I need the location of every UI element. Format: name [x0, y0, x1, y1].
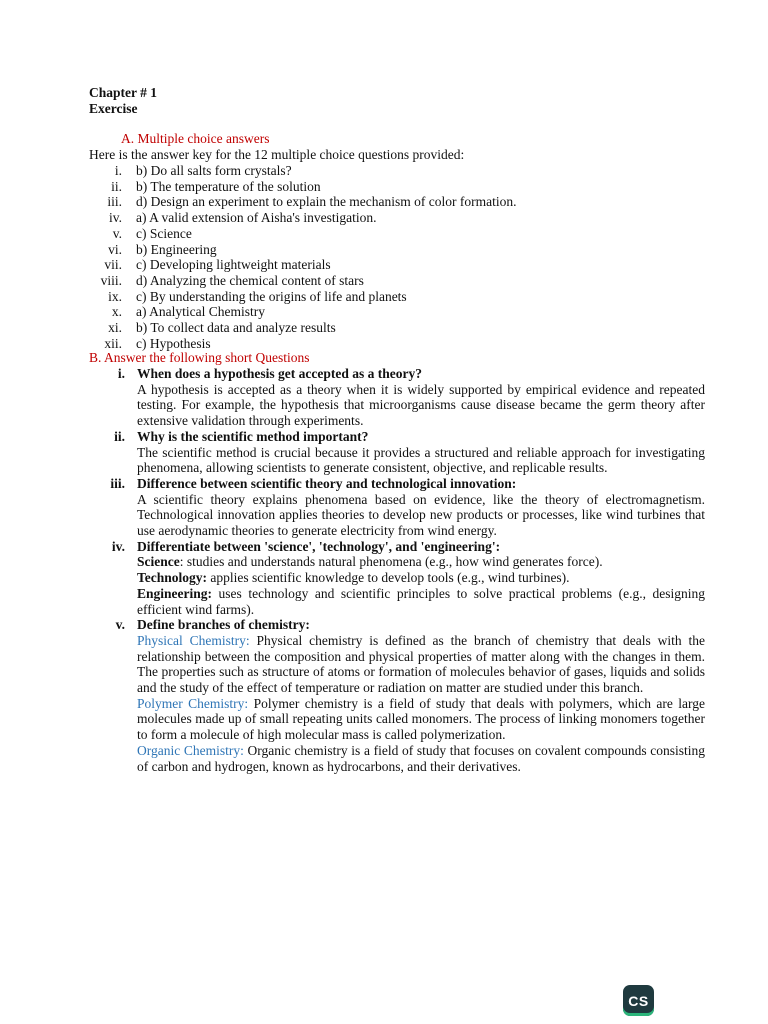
item-text: a) A valid extension of Aisha's investigation.	[136, 210, 377, 226]
question-number: ii.	[114, 428, 125, 444]
chapter-heading	[89, 85, 157, 117]
term-text: : studies and understands natural phenomena (e.g., how wind generates force).	[179, 554, 603, 570]
term: Science	[137, 554, 180, 570]
question-number: i.	[117, 366, 125, 381]
item-number: ii.	[111, 178, 122, 194]
section-a-title: A. Multiple choice answers	[121, 131, 270, 146]
question-number: v.	[115, 617, 125, 633]
section-b-title: B. Answer the following short Questions	[89, 350, 310, 365]
branch-text: Polymer chemistry is a field of study that deals with polymers, which are large molecules made up of small repeating units called monomers. The process of linking monomers together to form a molecule of high molecular mass is called polymerization.	[137, 695, 706, 743]
list-item	[86, 320, 646, 336]
list-item	[86, 226, 646, 242]
item-text: b) Engineering	[136, 241, 217, 257]
exercise-title: Exercise	[89, 101, 138, 116]
question-1	[89, 366, 705, 429]
item-text: b) Do all salts form crystals?	[136, 163, 292, 178]
item-number: xi.	[108, 320, 122, 336]
question-4	[89, 539, 705, 618]
question-answer: The scientific method is crucial because it provides a structured and reliable approach for investigating phenomena, allowing scientists to generate consistent, objective, and replicable results.	[137, 444, 705, 476]
list-item	[86, 304, 646, 320]
list-item	[86, 194, 646, 210]
term: Technology:	[137, 570, 208, 586]
question-number: iv.	[111, 538, 125, 554]
term-text: uses technology and scientific principles to solve practical problems (e.g., designing efficient wind farms).	[137, 585, 705, 617]
item-number: vii.	[104, 257, 122, 273]
item-text: a) Analytical Chemistry	[136, 304, 265, 320]
mcq-answer-list	[86, 163, 646, 351]
question-title: When does a hypothesis get accepted as a theory?	[137, 366, 422, 381]
item-text: c) Hypothesis	[136, 335, 211, 351]
list-item	[86, 242, 646, 258]
question-number: iii.	[110, 475, 125, 491]
list-item	[86, 257, 646, 273]
question-title: Difference between scientific theory and technological innovation:	[137, 475, 517, 491]
branch-text: Organic chemistry is a field of study that focuses on covalent compounds consisting of carbon and hydrogen, known as hydrocarbons, and their derivatives.	[137, 742, 705, 774]
question-title: Differentiate between 'science', 'technology', and 'engineering':	[137, 538, 501, 554]
item-number: x.	[111, 304, 122, 320]
term: Engineering:	[137, 585, 213, 601]
question-2	[89, 429, 705, 476]
term-text: applies scientific knowledge to develop tools (e.g., wind turbines).	[207, 570, 570, 586]
camscanner-logo-icon: CS	[623, 985, 654, 1016]
list-item	[86, 163, 646, 179]
item-number: ix.	[108, 288, 122, 304]
list-item	[86, 289, 646, 305]
definition-science	[137, 554, 705, 570]
branch-text: Physical chemistry is defined as the branch of chemistry that deals with the relationship between the composition and physical properties of matter along with the changes in them. The properties such as structure of atoms or formation of molecules behavior of gases, liquids and solids and the study of the effect of temperature or radiation on matter are studied under this branch.	[137, 632, 705, 696]
chapter-title: Chapter # 1	[89, 85, 158, 100]
item-number: viii.	[100, 272, 122, 288]
short-questions	[89, 366, 705, 774]
list-item	[86, 273, 646, 289]
branch-name: Organic Chemistry:	[137, 742, 244, 758]
item-text: b) To collect data and analyze results	[136, 320, 336, 336]
item-number: v.	[112, 225, 122, 241]
item-number: xii.	[104, 335, 122, 351]
question-5	[89, 617, 705, 774]
question-3	[89, 476, 705, 539]
item-number: iv.	[109, 210, 122, 226]
question-answer: A scientific theory explains phenomena based on evidence, like the theory of electromagnetism. Technological innovation applies theories to develop new products or processes, like wind turbines that use aerodynamic theories to generate electricity from wind energy.	[137, 491, 705, 539]
branch-organic	[137, 743, 705, 774]
branch-polymer	[137, 696, 705, 743]
question-title: Define branches of chemistry:	[137, 617, 310, 633]
branch-physical	[137, 633, 705, 696]
item-text: c) By understanding the origins of life and planets	[136, 288, 407, 304]
definition-technology	[137, 570, 705, 586]
item-text: c) Developing lightweight materials	[136, 257, 331, 273]
item-text: c) Science	[136, 225, 192, 241]
branch-name: Polymer Chemistry:	[137, 695, 249, 711]
item-text: d) Design an experiment to explain the mechanism of color formation.	[136, 194, 517, 210]
definition-engineering	[137, 586, 705, 617]
section-a-intro: Here is the answer key for the 12 multiple choice questions provided:	[89, 147, 465, 162]
item-number: iii.	[107, 194, 122, 210]
item-number: vi.	[108, 241, 122, 257]
list-item	[86, 210, 646, 226]
question-title: Why is the scientific method important?	[137, 428, 369, 444]
item-text: b) The temperature of the solution	[136, 178, 321, 194]
branch-name: Physical Chemistry:	[137, 632, 250, 648]
item-text: d) Analyzing the chemical content of stars	[136, 272, 364, 288]
item-number: i.	[114, 163, 122, 178]
question-answer: A hypothesis is accepted as a theory when it is widely supported by empirical evidence and repeated testing. For example, the hypothesis that microorganisms cause disease became the germ theory after extensive validation through experiments.	[137, 381, 705, 429]
list-item	[86, 179, 646, 195]
